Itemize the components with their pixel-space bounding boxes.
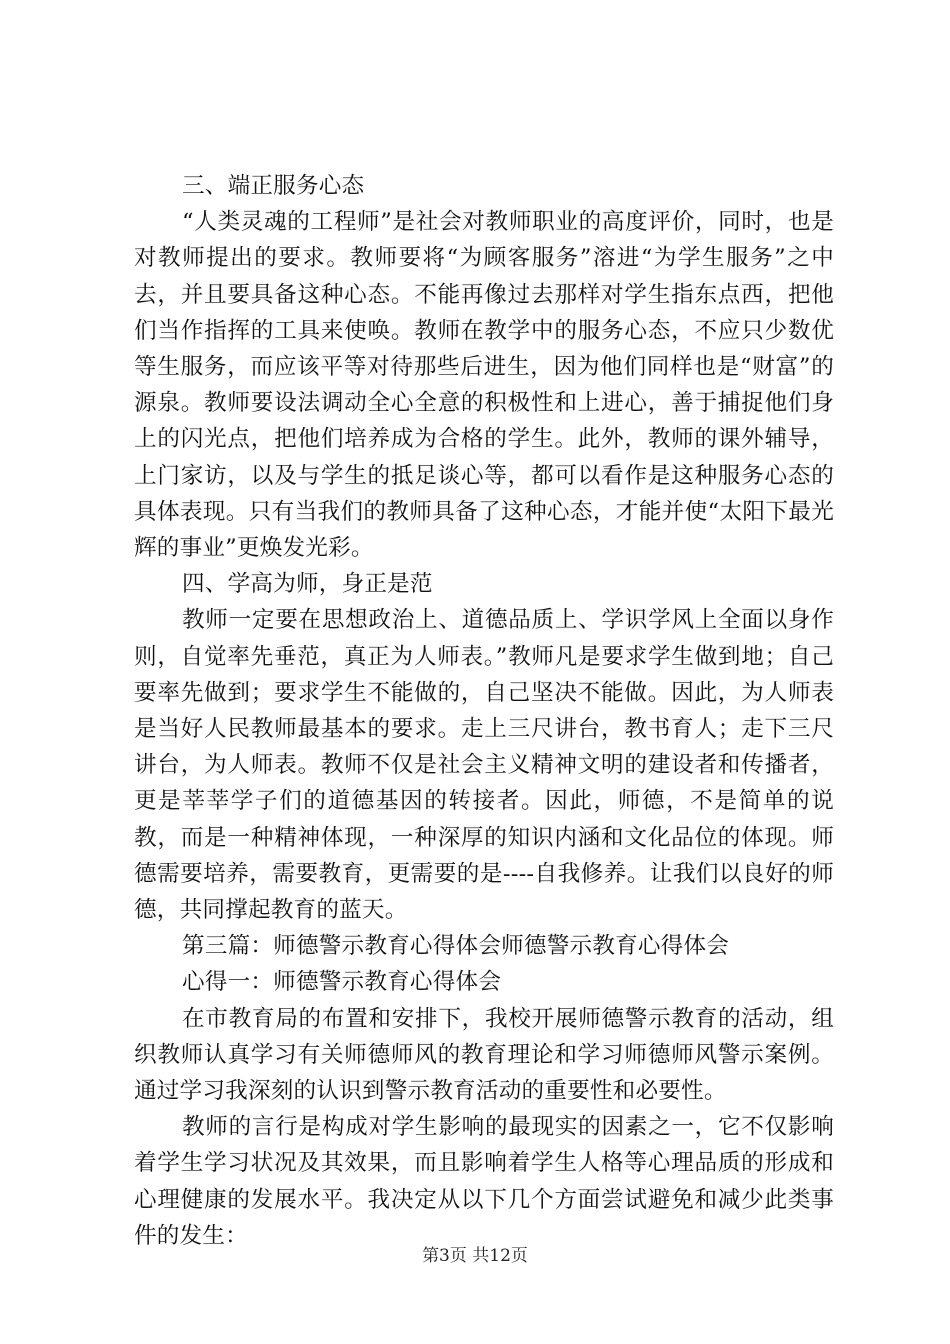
paragraph-education-activity: 在市教育局的布置和安排下，我校开展师德警示教育的活动，组织教师认真学习有关师德师风的教育理论和学习师德师风警示案例。通过学习我深刻的认识到警示教育活动的重要性和必要性。	[134, 1005, 834, 1105]
article-title-part-3: 第三篇：师德警示教育心得体会师德警示教育心得体会	[182, 933, 730, 960]
section-heading-4: 四、学高为师，身正是范	[182, 571, 433, 598]
page-number-footer: 第3页 共12页	[422, 1246, 528, 1266]
document-body	[134, 168, 834, 1254]
paragraph-teacher-conduct: 教师的言行是构成对学生影响的最现实的因素之一，它不仅影响着学生学习状况及其效果，而且影响着学生人格等心理品质的形成和心理健康的发展水平。我决定从以下几个方面尝试避免和减少此类事件的发生：	[134, 1114, 834, 1249]
paragraph-role-model: 教师一定要在思想政治上、道德品质上、学识学风上全面以身作则，自觉率先垂范，真正为人师表。”教师凡是要求学生做到地；自己要率先做到；要求学生不能做的，自己坚决不能做。因此，为人师表是当好人民教师最基本的要求。走上三尺讲台，教书育人；走下三尺讲台，为人师表。教师不仅是社会主义精神文明的建设者和传播者，更是莘莘学子们的道德基因的转接者。因此，师德，不是简单的说教，而是一种精神体现，一种深厚的知识内涵和文化品位的体现。师德需要培养，需要教育，更需要的是----自我修养。让我们以良好的师德，共同撑起教育的蓝天。	[134, 607, 834, 924]
section-heading-3: 三、端正服务心态	[182, 173, 365, 199]
subheading-reflection-1: 心得一：师德警示教育心得体会	[182, 969, 502, 996]
paragraph-service-attitude: “人类灵魂的工程师”是社会对教师职业的高度评价，同时，也是对教师提出的要求。教师要将“为顾客服务”溶进“为学生服务”之中去，并且要具备这种心态。不能再像过去那样对学生指东点西，把他们当作指挥的工具来使唤。教师在教学中的服务心态，不应只少数优等生服务，而应该平等对待那些后进生，因为他们同样也是“财富”的源泉。教师要设法调动全心全意的积极性和上进心，善于捕捉他们身上的闪光点，把他们培养成为合格的学生。此外，教师的课外辅导，上门家访，以及与学生的抵足谈心等，都可以看作是这种服务心态的具体表现。只有当我们的教师具备了这种心态，才能并使“太阳下最光辉的事业”更焕发光彩。	[134, 209, 835, 562]
